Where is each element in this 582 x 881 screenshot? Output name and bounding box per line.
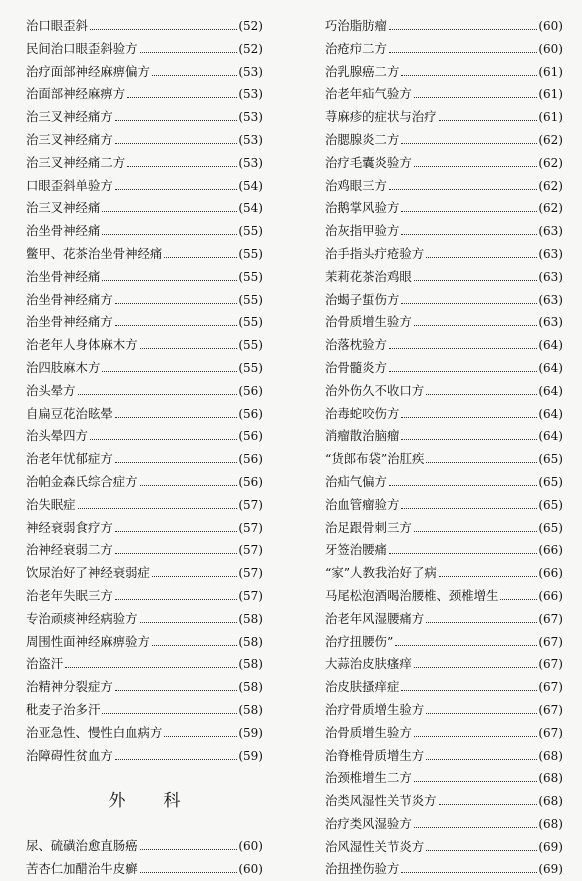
toc-entry [325, 539, 563, 562]
toc-entry-title: 治鸡眼三方 [325, 177, 387, 193]
toc-entry [325, 403, 563, 426]
toc-entry [325, 448, 563, 471]
toc-entry-title: 治扭挫伤验方 [325, 861, 400, 877]
dot-leader [426, 850, 537, 851]
toc-entry [325, 289, 563, 312]
dot-leader [401, 690, 537, 691]
dot-leader [115, 120, 238, 121]
toc-entry-title: 治风湿性关节炎方 [325, 838, 425, 854]
toc-entry [325, 83, 563, 106]
dot-leader [426, 759, 537, 760]
toc-entry [325, 813, 563, 836]
toc-entry-title: 治乳腺癌二方 [325, 63, 400, 79]
toc-entry-title: 专治顽痰神经病验方 [26, 610, 138, 626]
toc-entry-title: 牙签治腰痛 [325, 542, 387, 558]
toc-entry-page: (64) [538, 360, 563, 375]
toc-entry-title: 民间治口眼歪斜验方 [26, 40, 138, 56]
dot-leader [164, 257, 237, 258]
toc-entry [325, 676, 563, 699]
toc-entry-title: 苦杏仁加醋治牛皮癣 [26, 861, 138, 877]
toc-entry-page: (55) [238, 224, 263, 239]
toc-entry-title: 治三叉神经痛二方 [26, 154, 126, 170]
toc-entry [325, 858, 563, 881]
toc-entry-page: (53) [238, 110, 263, 125]
toc-entry-title: 自扁豆花治眩晕 [26, 405, 113, 421]
toc-entry [325, 175, 563, 198]
toc-entry-page: (62) [538, 201, 563, 216]
toc-entry [26, 266, 263, 289]
toc-entry [325, 106, 563, 129]
toc-entry-page: (56) [238, 429, 263, 444]
toc-entry-page: (67) [538, 680, 563, 695]
toc-entry [325, 38, 563, 61]
toc-entry-page: (67) [538, 611, 563, 626]
toc-entry-page: (58) [238, 657, 263, 672]
dot-leader [140, 52, 238, 53]
dot-leader [414, 736, 538, 737]
dot-leader [439, 576, 538, 577]
toc-entry-title: 治坐骨神经痛方 [26, 291, 113, 307]
toc-entry-title: 治老年疝气验方 [325, 86, 412, 102]
toc-entry-title: 马尾松泡酒喝治腰椎、颈椎增生 [325, 587, 499, 603]
toc-entry [325, 562, 563, 585]
toc-entry-title: 治疮疖二方 [325, 40, 387, 56]
toc-entry-title: 治外伤久不收口方 [325, 382, 425, 398]
toc-entry-title: 治类风湿性关节炎方 [325, 793, 437, 809]
toc-entry-page: (53) [238, 155, 263, 170]
toc-entry [325, 311, 563, 334]
dot-leader [102, 280, 237, 281]
toc-entry-page: (54) [238, 201, 263, 216]
toc-entry-page: (57) [238, 566, 263, 581]
dot-leader [401, 439, 537, 440]
dot-leader [115, 531, 238, 532]
dot-leader [426, 394, 537, 395]
dot-leader [140, 849, 238, 850]
toc-entry-title: 治坐骨神经痛方 [26, 314, 113, 330]
dot-leader [389, 348, 537, 349]
toc-entry-page: (54) [238, 178, 263, 193]
toc-entry [26, 425, 263, 448]
toc-entry-title: 治亚急性、慢性白血病方 [26, 724, 163, 740]
toc-entry-title: 治疗面部神经麻痹偏方 [26, 63, 150, 79]
toc-entry [26, 653, 263, 676]
dot-leader [414, 667, 538, 668]
toc-entry [325, 266, 563, 289]
dot-leader [401, 75, 537, 76]
toc-entry-title: 治疝气偏方 [325, 473, 387, 489]
dot-leader [401, 872, 537, 873]
dot-leader [102, 234, 237, 235]
toc-entry [325, 836, 563, 859]
dot-leader [414, 325, 538, 326]
toc-entry-page: (65) [538, 452, 563, 467]
toc-entry [26, 539, 263, 562]
toc-entry-title: 治三叉神经痛方 [26, 109, 113, 125]
dot-leader [115, 189, 238, 190]
toc-entry [325, 585, 563, 608]
dot-leader [426, 257, 537, 258]
toc-entry-page: (53) [238, 64, 263, 79]
toc-entry [325, 334, 563, 357]
dot-leader [389, 29, 537, 30]
toc-entry-page: (55) [238, 246, 263, 261]
toc-entry-page: (64) [538, 383, 563, 398]
dot-leader [90, 439, 237, 440]
toc-entry-page: (61) [538, 87, 563, 102]
toc-entry [325, 517, 563, 540]
toc-entry-title: 治灰指甲验方 [325, 223, 400, 239]
dot-leader [152, 576, 237, 577]
toc-entry-title: 秕麦子治多汗 [26, 701, 101, 717]
dot-leader [389, 52, 537, 53]
dot-leader [414, 827, 538, 828]
toc-entry-title: 神经衰弱食疗方 [26, 519, 113, 535]
toc-entry-page: (68) [538, 816, 563, 831]
toc-entry [26, 311, 263, 334]
dot-leader [401, 211, 537, 212]
toc-entry-page: (58) [238, 680, 263, 695]
toc-entry-page: (55) [238, 269, 263, 284]
dot-leader [127, 166, 237, 167]
toc-entry-page: (56) [238, 383, 263, 398]
toc-entry [26, 676, 263, 699]
dot-leader [115, 143, 238, 144]
toc-entry-page: (57) [238, 497, 263, 512]
toc-entry-page: (60) [238, 839, 263, 854]
dot-leader [389, 371, 537, 372]
dot-leader [115, 303, 238, 304]
toc-entry [26, 15, 263, 38]
toc-entry [26, 608, 263, 631]
toc-entry-title: 治老年忧郁症方 [26, 451, 113, 467]
toc-entry-page: (52) [238, 41, 263, 56]
toc-entry-page: (62) [538, 178, 563, 193]
toc-entry [26, 403, 263, 426]
toc-entry-page: (62) [538, 155, 563, 170]
toc-entry-title: “家”人教我治好了病 [325, 565, 437, 581]
toc-entry-title: 治血管瘤验方 [325, 496, 400, 512]
toc-entry [26, 106, 263, 129]
toc-entry-page: (60) [538, 19, 563, 33]
toc-entry [26, 197, 263, 220]
toc-entry-page: (57) [238, 520, 263, 535]
dot-leader [414, 166, 538, 167]
dot-leader [152, 645, 237, 646]
toc-entry-title: 治皮肤搔痒症 [325, 679, 400, 695]
toc-entry-title: 治神经衰弱二方 [26, 542, 113, 558]
toc-entry [26, 835, 263, 858]
toc-entry-page: (58) [238, 634, 263, 649]
dot-leader [152, 75, 237, 76]
toc-entry-title: 治骨质增生验方 [325, 724, 412, 740]
toc-entry-title: 治毒蛇咬伤方 [325, 405, 400, 421]
toc-entry [325, 494, 563, 517]
toc-entry-page: (68) [538, 794, 563, 809]
toc-entry-title: 治鹅掌风验方 [325, 200, 400, 216]
toc-entry-page: (63) [538, 224, 563, 239]
toc-entry-page: (58) [238, 611, 263, 626]
dot-leader [127, 97, 237, 98]
toc-entry-page: (55) [238, 360, 263, 375]
toc-entry-page: (67) [538, 657, 563, 672]
toc-entry [325, 425, 563, 448]
toc-entry-page: (63) [538, 269, 563, 284]
toc-entry [26, 61, 263, 84]
toc-entry-page: (65) [538, 497, 563, 512]
toc-entry [26, 448, 263, 471]
toc-entry-title: 消瘤散治脑瘤 [325, 428, 400, 444]
dot-leader [389, 189, 537, 190]
toc-entry [26, 631, 263, 654]
dot-leader [401, 303, 537, 304]
toc-left-entries-after [26, 835, 263, 881]
toc-entry-page: (53) [238, 87, 263, 102]
toc-entry-page: (61) [538, 64, 563, 79]
toc-entry-title: 治四肢麻木方 [26, 359, 101, 375]
toc-entry [325, 699, 563, 722]
toc-entry-title: 治三叉神经痛方 [26, 131, 113, 147]
toc-entry [325, 608, 563, 631]
toc-entry-page: (56) [238, 406, 263, 421]
toc-entry [26, 152, 263, 175]
toc-entry-title: 治三叉神经痛 [26, 200, 101, 216]
toc-entry-page: (67) [538, 634, 563, 649]
toc-entry-page: (63) [538, 246, 563, 261]
toc-entry [26, 243, 263, 266]
toc-entry [26, 334, 263, 357]
toc-right-column [325, 15, 563, 881]
toc-entry-title: 周围性面神经麻痹验方 [26, 633, 150, 649]
dot-leader [115, 417, 238, 418]
toc-entry-title: 治落枕验方 [325, 337, 387, 353]
toc-entry-title: 治坐骨神经痛 [26, 223, 101, 239]
toc-entry [26, 380, 263, 403]
toc-entry-page: (64) [538, 429, 563, 444]
toc-entry [26, 745, 263, 768]
toc-entry-page: (61) [538, 110, 563, 125]
dot-leader [115, 325, 238, 326]
toc-entry-title: 治脊椎骨质增生方 [325, 747, 425, 763]
dot-leader [102, 713, 237, 714]
toc-entry-page: (67) [538, 702, 563, 717]
toc-entry [26, 699, 263, 722]
dot-leader [102, 211, 237, 212]
toc-entry-page: (55) [238, 338, 263, 353]
toc-entry-page: (62) [538, 132, 563, 147]
dot-leader [401, 508, 537, 509]
toc-entry [325, 129, 563, 152]
toc-entry [325, 653, 563, 676]
dot-leader [426, 622, 537, 623]
toc-entry [325, 152, 563, 175]
toc-entry-title: 治精神分裂症方 [26, 679, 113, 695]
dot-leader [90, 29, 237, 30]
toc-entry-title: 鳖甲、花茶治坐骨神经痛 [26, 245, 163, 261]
toc-entry-page: (58) [238, 702, 263, 717]
toc-entry-page: (52) [238, 19, 263, 33]
toc-entry-title: 口眼歪斜单验方 [26, 177, 113, 193]
toc-entry [325, 197, 563, 220]
toc-entry [26, 494, 263, 517]
toc-entry-page: (55) [238, 315, 263, 330]
toc-entry-title: 大蒜治皮肤瘙痒 [325, 656, 412, 672]
toc-entry-title: 荨麻疹的症状与治疗 [325, 109, 437, 125]
toc-entry [26, 175, 263, 198]
toc-entry-title: 治帕金森氏综合症方 [26, 473, 138, 489]
toc-entry-title: 治颈椎增生二方 [325, 770, 412, 786]
toc-entry-title: “货郎布袋”治肛疾 [325, 451, 425, 467]
toc-entry-title: 饮尿治好了神经衰弱症 [26, 565, 150, 581]
dot-leader [115, 462, 238, 463]
dot-leader [414, 531, 538, 532]
dot-leader [401, 417, 537, 418]
toc-entry-page: (56) [238, 452, 263, 467]
toc-entry-page: (60) [238, 862, 263, 877]
dot-leader [414, 781, 538, 782]
toc-entry-page: (65) [538, 474, 563, 489]
toc-entry [325, 380, 563, 403]
toc-entry-page: (64) [538, 338, 563, 353]
dot-leader [414, 280, 538, 281]
toc-entry [325, 15, 563, 38]
toc-entry [26, 471, 263, 494]
toc-entry [325, 767, 563, 790]
dot-leader [140, 872, 238, 873]
toc-entry [26, 357, 263, 380]
toc-entry-title: 治骨质增生验方 [325, 314, 412, 330]
dot-leader [401, 143, 537, 144]
toc-right-entries [325, 15, 563, 881]
dot-leader [500, 599, 537, 600]
toc-entry-page: (57) [238, 543, 263, 558]
dot-leader [426, 462, 537, 463]
toc-entry [26, 38, 263, 61]
toc-entry-page: (53) [238, 132, 263, 147]
toc-entry-page: (59) [238, 725, 263, 740]
dot-leader [389, 553, 537, 554]
toc-entry-title: 治蝎子蜇伤方 [325, 291, 400, 307]
toc-entry-title: 尿、硫磺治愈直肠癌 [26, 838, 138, 854]
toc-entry-page: (63) [538, 292, 563, 307]
toc-entry-title: 治面部神经麻痹方 [26, 86, 126, 102]
dot-leader [78, 394, 238, 395]
toc-entry [26, 585, 263, 608]
toc-entry [325, 61, 563, 84]
dot-leader [102, 371, 237, 372]
toc-entry-page: (69) [538, 862, 563, 877]
toc-entry [325, 745, 563, 768]
toc-entry [325, 357, 563, 380]
toc-entry-page: (69) [538, 839, 563, 854]
toc-entry-title: 巧治脂肪瘤 [325, 18, 387, 33]
toc-entry-page: (64) [538, 406, 563, 421]
toc-entry-title: 治头晕方 [26, 382, 76, 398]
toc-entry-title: 治老年风湿腰痛方 [325, 610, 425, 626]
toc-entry [325, 722, 563, 745]
dot-leader [140, 348, 238, 349]
dot-leader [395, 645, 537, 646]
toc-left-entries [26, 15, 263, 767]
toc-entry [26, 517, 263, 540]
toc-entry-title: 治疗骨质增生验方 [325, 701, 425, 717]
dot-leader [115, 553, 238, 554]
dot-leader [140, 485, 238, 486]
toc-entry-title: 治足跟骨刺三方 [325, 519, 412, 535]
toc-entry-title: 治口眼歪斜 [26, 18, 88, 33]
dot-leader [414, 97, 538, 98]
toc-entry-title: 茉莉花茶治鸡眼 [325, 268, 412, 284]
toc-entry-title: 治盗汗 [26, 656, 64, 672]
toc-entry-page: (68) [538, 748, 563, 763]
toc-entry [26, 562, 263, 585]
toc-entry-page: (66) [538, 543, 563, 558]
dot-leader [389, 485, 537, 486]
dot-leader [426, 713, 537, 714]
toc-entry [325, 631, 563, 654]
toc-entry-title: 治疗类风湿验方 [325, 815, 412, 831]
dot-leader [439, 804, 538, 805]
toc-entry [26, 858, 263, 881]
dot-leader [65, 667, 237, 668]
toc-entry [26, 289, 263, 312]
toc-entry [26, 83, 263, 106]
toc-entry-title: 治手指头疔疮验方 [325, 245, 425, 261]
dot-leader [78, 508, 238, 509]
toc-entry-title: 治老年人身体麻木方 [26, 337, 138, 353]
dot-leader [439, 120, 538, 121]
section-title-surgery: 外科 [108, 791, 219, 812]
toc-entry-title: 治老年失眠三方 [26, 587, 113, 603]
toc-entry [325, 790, 563, 813]
toc-entry-title: 治腮腺炎二方 [325, 131, 400, 147]
dot-leader [140, 622, 238, 623]
toc-entry [325, 243, 563, 266]
toc-entry-title: 治障碍性贫血方 [26, 747, 113, 763]
toc-left-column [26, 15, 263, 881]
dot-leader [115, 759, 238, 760]
toc-entry-title: 治失眠症 [26, 496, 76, 512]
toc-entry [26, 129, 263, 152]
toc-entry-title: 治坐骨神经痛 [26, 268, 101, 284]
toc-entry [325, 471, 563, 494]
toc-entry-page: (56) [238, 474, 263, 489]
toc-entry-page: (63) [538, 315, 563, 330]
toc-entry-page: (66) [538, 566, 563, 581]
toc-entry-page: (67) [538, 725, 563, 740]
toc-entry-title: 治骨髓炎方 [325, 359, 387, 375]
toc-entry [26, 220, 263, 243]
dot-leader [164, 736, 237, 737]
toc-entry-title: 治疗毛囊炎验方 [325, 154, 412, 170]
dot-leader [401, 234, 537, 235]
dot-leader [115, 599, 238, 600]
toc-entry-title: 治头晕四方 [26, 428, 88, 444]
toc-entry-page: (68) [538, 771, 563, 786]
toc-entry-page: (65) [538, 520, 563, 535]
toc-entry [26, 722, 263, 745]
toc-entry-page: (59) [238, 748, 263, 763]
toc-entry-page: (57) [238, 588, 263, 603]
dot-leader [115, 690, 238, 691]
toc-entry-title: 治疗扭腰伤” [325, 633, 394, 649]
toc-entry [325, 220, 563, 243]
toc-entry-page: (55) [238, 292, 263, 307]
toc-entry-page: (60) [538, 41, 563, 56]
toc-entry-page: (66) [538, 588, 563, 603]
